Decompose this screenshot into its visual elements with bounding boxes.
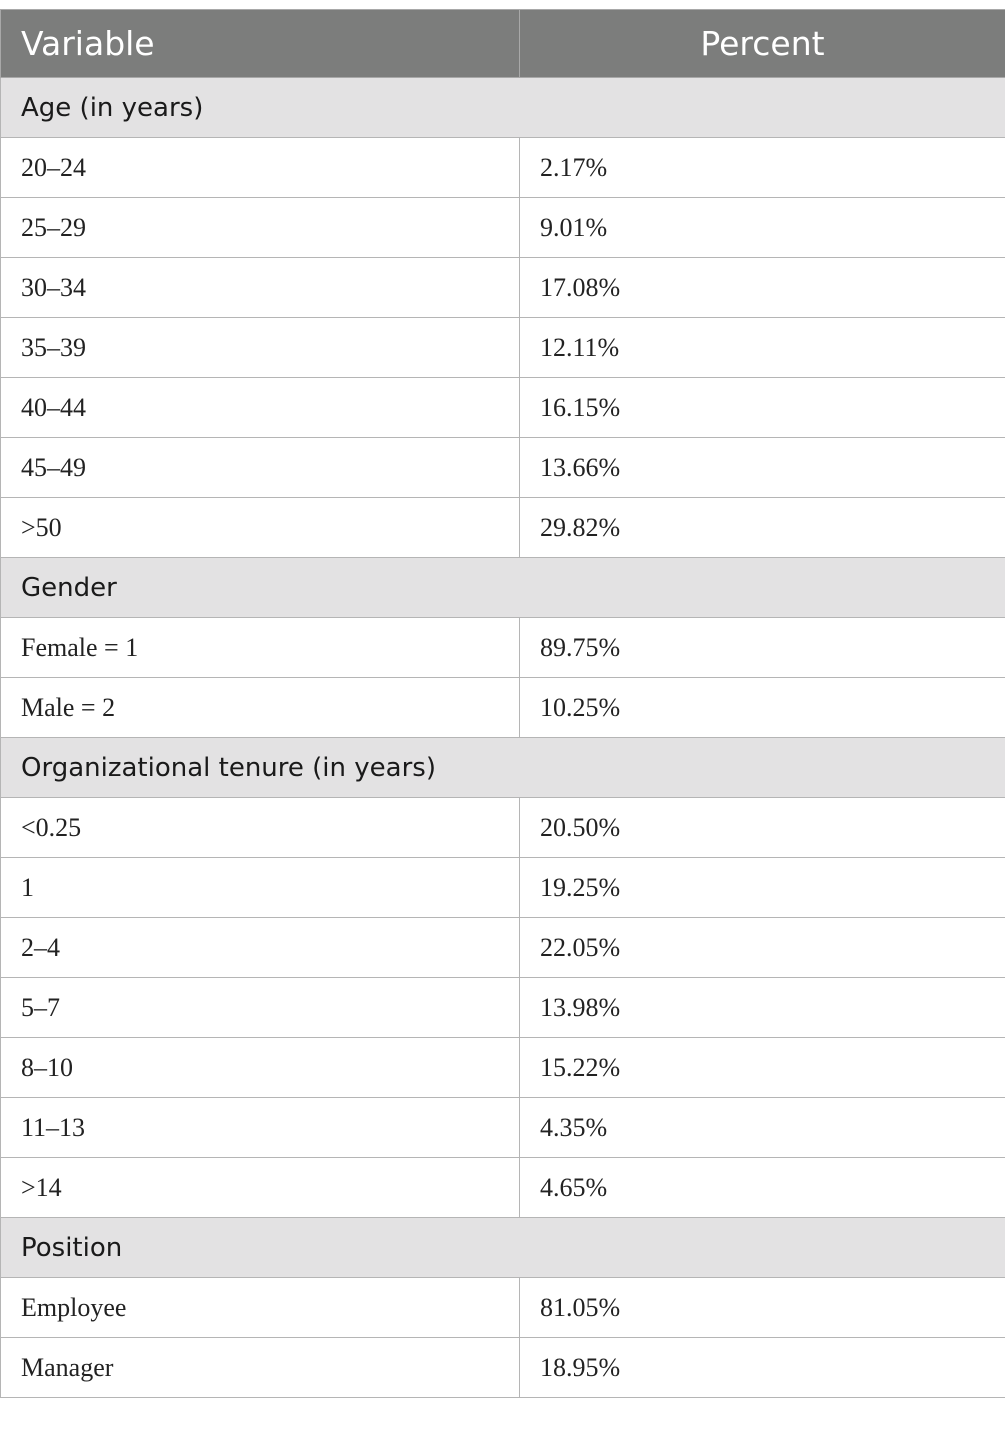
header-row (1, 10, 1005, 78)
row-label: 2–4 (1, 918, 520, 978)
row-percent: 20.50% (520, 798, 1005, 858)
table-row (1, 138, 1005, 198)
row-percent: 81.05% (520, 1278, 1005, 1338)
section-title: Age (in years) (1, 78, 1005, 138)
row-label: Manager (1, 1338, 520, 1398)
row-label: <0.25 (1, 798, 520, 858)
row-percent: 10.25% (520, 678, 1005, 738)
row-percent: 13.66% (520, 438, 1005, 498)
row-percent: 22.05% (520, 918, 1005, 978)
row-percent: 12.11% (520, 318, 1005, 378)
row-label: Employee (1, 1278, 520, 1338)
section-row (1, 738, 1005, 798)
row-label: 25–29 (1, 198, 520, 258)
table-row (1, 678, 1005, 738)
section-row (1, 78, 1005, 138)
table-row (1, 258, 1005, 318)
section-title: Gender (1, 558, 1005, 618)
demographics-table (0, 9, 1005, 1398)
table-row (1, 858, 1005, 918)
row-label: 40–44 (1, 378, 520, 438)
row-percent: 9.01% (520, 198, 1005, 258)
table-row (1, 378, 1005, 438)
row-label: 1 (1, 858, 520, 918)
table-row (1, 1038, 1005, 1098)
table-row (1, 918, 1005, 978)
row-label: 8–10 (1, 1038, 520, 1098)
table-row (1, 1158, 1005, 1218)
row-percent: 4.35% (520, 1098, 1005, 1158)
table-row (1, 798, 1005, 858)
row-label: 45–49 (1, 438, 520, 498)
row-label: 11–13 (1, 1098, 520, 1158)
demographics-table-container (0, 9, 1005, 1398)
section-title: Position (1, 1218, 1005, 1278)
table-row (1, 318, 1005, 378)
row-percent: 16.15% (520, 378, 1005, 438)
table-row (1, 198, 1005, 258)
row-label: 20–24 (1, 138, 520, 198)
row-percent: 17.08% (520, 258, 1005, 318)
table-body (1, 78, 1005, 1398)
row-label: 30–34 (1, 258, 520, 318)
row-percent: 15.22% (520, 1038, 1005, 1098)
table-row (1, 438, 1005, 498)
row-percent: 29.82% (520, 498, 1005, 558)
section-row (1, 1218, 1005, 1278)
table-row (1, 498, 1005, 558)
table-row (1, 1098, 1005, 1158)
header-variable: Variable (1, 10, 520, 78)
section-row (1, 558, 1005, 618)
header-percent: Percent (520, 10, 1005, 78)
row-percent: 2.17% (520, 138, 1005, 198)
row-label: Female = 1 (1, 618, 520, 678)
row-label: >50 (1, 498, 520, 558)
table-row (1, 1338, 1005, 1398)
row-label: >14 (1, 1158, 520, 1218)
table-row (1, 978, 1005, 1038)
section-title: Organizational tenure (in years) (1, 738, 1005, 798)
row-label: 5–7 (1, 978, 520, 1038)
row-percent: 89.75% (520, 618, 1005, 678)
table-row (1, 1278, 1005, 1338)
row-label: Male = 2 (1, 678, 520, 738)
row-percent: 4.65% (520, 1158, 1005, 1218)
row-percent: 18.95% (520, 1338, 1005, 1398)
row-percent: 13.98% (520, 978, 1005, 1038)
table-row (1, 618, 1005, 678)
row-percent: 19.25% (520, 858, 1005, 918)
row-label: 35–39 (1, 318, 520, 378)
